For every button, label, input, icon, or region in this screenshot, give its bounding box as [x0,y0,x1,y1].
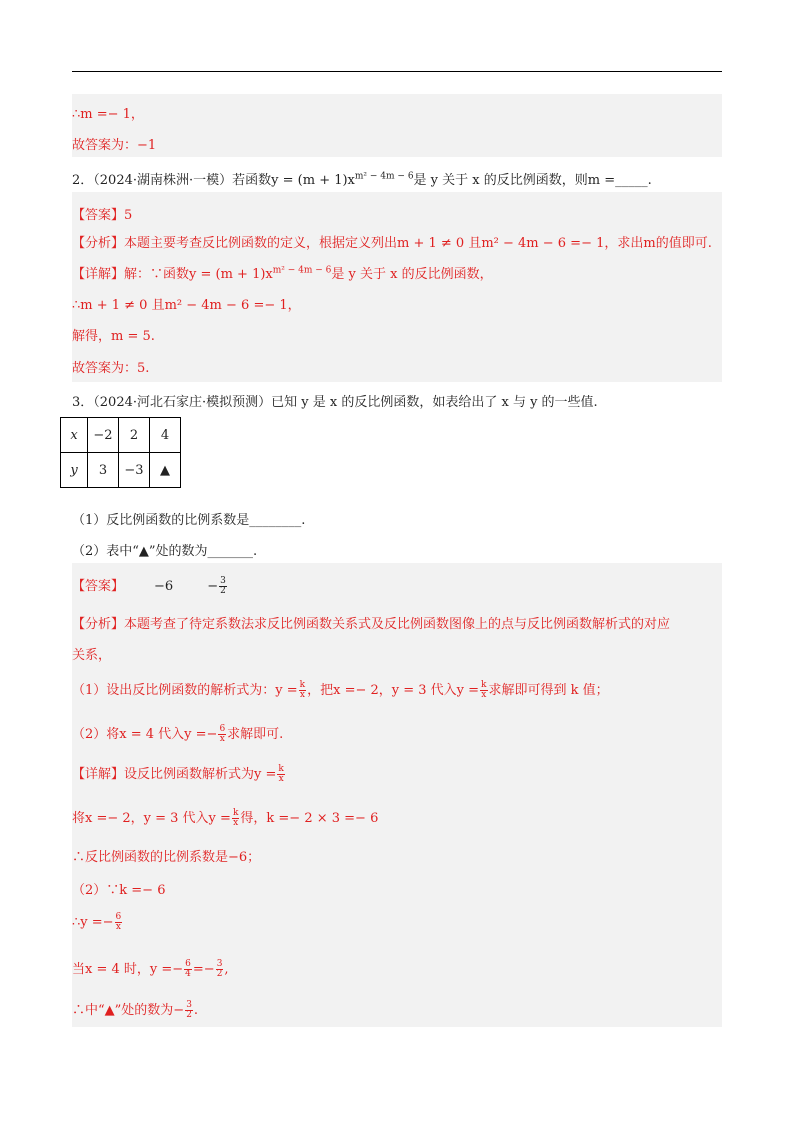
fraction [185,1001,193,1020]
sub-question-1: （1）反比例函数的比例系数是________. [72,513,306,528]
fraction-numerator: k [278,764,284,774]
question-number: 3． [72,395,94,410]
fraction-numerator: 3 [186,1000,192,1010]
question-3 [72,391,598,410]
xy-value-table [60,417,181,488]
analysis-text: （1）设出反比例函数的解析式为：y = [72,683,298,698]
detail-line [72,913,123,932]
fraction-numerator: k [481,680,487,690]
detail-line [72,958,229,979]
detail-line: 解得，m = 5. [72,329,155,344]
table-cell: 3 [88,453,119,488]
fraction-denominator: 4 [185,969,191,979]
table-cell: 2 [119,418,150,453]
fraction [115,913,123,932]
question-2 [72,169,652,188]
question-source: （2024·河北石家庄·模拟预测） [93,395,272,410]
analysis-line [72,679,609,700]
fraction [299,681,306,700]
detail-text: ∴y =− [72,915,114,930]
detail-line [72,263,493,282]
analysis-line [72,723,283,744]
math-exponent: m² − 4m − 6 [354,171,414,182]
analysis-line: 关系， [72,648,112,663]
math-exponent: m² − 4m − 6 [272,265,332,276]
fraction-numerator: 6 [219,724,226,734]
analysis-text: 求解即可. [227,727,284,742]
analysis-line [72,613,670,632]
fraction [232,809,239,828]
analysis-text: 本题考查了待定系数法求反比例函数关系式及反比例函数图像上的点与反比例函数解析式的对应 [124,617,671,632]
detail-text: 得，k =− 2 × 3 =− 6 [240,811,379,826]
detail-line [72,999,198,1020]
analysis-text: 本题主要考查反比例函数的定义，根据定义列出m + 1 ≠ 0 且m² − 4m − 6 =− 1，求出m的值即可. [124,236,712,251]
solution-block-1 [72,94,722,157]
sub-question-2: （2）表中“▲”处的数为_______. [72,544,258,559]
question-text: 是 y 关于 x 的反比例函数，则 [413,173,588,188]
detail-text: =− [192,962,215,977]
analysis-tag: 【分析】 [72,617,125,632]
question-source: （2024·湖南株洲·一模） [93,173,233,188]
table-cell: 4 [150,418,181,453]
answer-value-1: −6 [154,579,174,594]
solution-line: 故答案为：−1 [72,138,157,153]
detail-text: 当x = 4 时，y =− [72,962,184,977]
fraction [219,577,227,596]
fraction-denominator: x [481,690,487,700]
answer-tag: 【答案】 [72,208,125,223]
answer-value: 5 [124,208,133,223]
fraction-numerator: 6 [115,912,122,922]
fraction-denominator: x [299,690,305,700]
table-row [61,418,181,453]
fraction-numerator: 6 [185,959,191,969]
fraction-numerator: k [232,808,239,818]
math-expression: y = (m + 1)x [271,173,355,188]
math-sign: − [207,579,219,594]
table-cell: −2 [88,418,119,453]
fraction-denominator: 2 [220,586,226,596]
fraction-denominator: x [233,818,239,828]
answer-tag: 【答案】 [72,579,125,594]
detail-line: （2）∵k =− 6 [72,883,166,898]
question-text: 已知 y 是 x 的反比例函数，如表给出了 x 与 y 的一些值. [271,395,598,410]
question-number: 2． [72,173,94,188]
fraction-numerator: 3 [220,576,226,586]
solution-block-2 [72,192,722,382]
detail-text: 设反比例函数解析式为y = [124,767,277,782]
fraction-numerator: k [299,680,306,690]
detail-tag: 【详解】 [72,267,125,282]
fraction [277,765,284,784]
analysis-text: （2）将x = 4 代入y =− [72,727,218,742]
table-row-label: x [61,418,88,453]
fraction-denominator: 2 [216,969,223,979]
detail-text: , [224,962,229,977]
answer-blank: m =_____. [587,173,652,188]
solution-line: ∴m =− 1， [72,107,144,122]
table-row-label: y [61,453,88,488]
fraction-numerator: 3 [216,959,223,969]
detail-line: ∴反比例函数的比例系数是−6； [72,850,261,865]
header-rule [72,71,722,72]
question-text: 若函数 [232,173,272,188]
table-row [61,453,181,488]
answer-line [72,575,228,596]
fraction [184,960,192,979]
analysis-tag: 【分析】 [72,236,125,251]
answer-line [72,204,132,223]
analysis-line [72,232,712,251]
analysis-text: 求解即可得到 k 值； [488,683,609,698]
fraction [218,725,226,744]
table-cell: ▲ [150,453,181,488]
fraction-denominator: 2 [186,1010,192,1020]
fraction-denominator: x [219,734,225,744]
detail-text: ∴中“▲”处的数为− [72,1003,185,1018]
detail-text: 将x =− 2，y = 3 代入y = [72,811,231,826]
detail-line [72,807,378,828]
detail-line: ∴m + 1 ≠ 0 且m² − 4m − 6 =− 1， [72,298,301,313]
analysis-text: ，把x =− 2，y = 3 代入y = [307,683,480,698]
solution-block-3 [72,563,722,1027]
answer-value-2 [207,576,228,596]
detail-line [72,763,286,784]
detail-tag: 【详解】 [72,767,125,782]
detail-text: 是 y 关于 x 的反比例函数， [331,267,493,282]
detail-text: . [193,1003,199,1018]
fraction-denominator: x [278,774,284,784]
detail-text: 解：∵函数y = (m + 1)x [124,267,273,282]
detail-line: 故答案为：5. [72,361,150,376]
fraction [216,960,224,979]
fraction-denominator: x [115,922,121,932]
fraction [480,681,487,700]
table-cell: −3 [119,453,150,488]
